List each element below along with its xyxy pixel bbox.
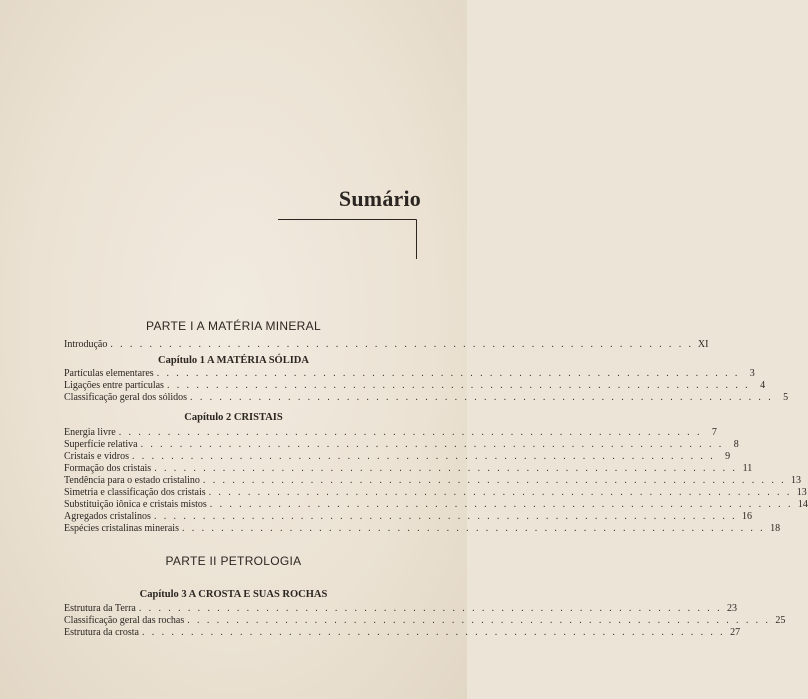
toc-entry xyxy=(64,439,739,451)
toc-entry-label: Formação dos cristais xyxy=(64,463,152,474)
toc-entry-label: Introdução xyxy=(64,339,108,350)
leader-dots: . . . . . . . . . . . . . . . . . . . . . . . . . . . . . . . . . . . . . . . . . . . . . . . . . . . . . . . . . . . . xyxy=(202,475,787,486)
toc-entry-label: Estrutura da crosta xyxy=(64,627,139,638)
leader-dots: . . . . . . . . . . . . . . . . . . . . . . . . . . . . . . . . . . . . . . . . . . . . . . . . . . . . . . . . . . . . xyxy=(140,439,724,450)
leader-dots: . . . . . . . . . . . . . . . . . . . . . . . . . . . . . . . . . . . . . . . . . . . . . . . . . . . . . . . . . . . . xyxy=(141,627,726,638)
page-title: Sumário xyxy=(338,186,421,211)
toc-entry-page: 8 xyxy=(733,439,739,450)
toc-entry-label: Substituição iônica e cristais mistos xyxy=(64,499,207,510)
leader-dots: . . . . . . . . . . . . . . . . . . . . . . . . . . . . . . . . . . . . . . . . . . . . . . . . . . . . . . . . . . . . xyxy=(190,392,774,403)
toc-entry-page: 27 xyxy=(730,627,741,638)
toc-entry-page: 25 xyxy=(775,615,786,626)
leader-dots: . . . . . . . . . . . . . . . . . . . . . . . . . . . . . . . . . . . . . . . . . . . . . . . . . . . . . . . . . . . . xyxy=(154,463,738,474)
toc-entry-page: 7 xyxy=(711,427,717,438)
toc-entry xyxy=(64,499,808,511)
leader-dots: . . . . . . . . . . . . . . . . . . . . . . . . . . . . . . . . . . . . . . . . . . . . . . . . . . . . . . . . . . . . xyxy=(138,603,722,614)
toc-entry-label: Estrutura da Terra xyxy=(64,603,136,614)
toc-entry xyxy=(64,380,766,392)
toc-entry xyxy=(64,523,781,535)
toc-entry xyxy=(64,392,789,404)
leader-dots: . . . . . . . . . . . . . . . . . . . . . . . . . . . . . . . . . . . . . . . . . . . . . . . . . . . . . . . . . . . . xyxy=(181,523,766,534)
toc-entry xyxy=(64,603,737,615)
toc-entry-page: XI xyxy=(697,339,709,350)
toc-entry xyxy=(64,427,717,439)
toc-entry-page: 16 xyxy=(742,511,753,522)
toc-entry xyxy=(64,511,753,523)
toc-entry-page: 14 xyxy=(797,499,808,510)
toc-entry-page: 13 xyxy=(796,487,807,498)
toc-entry-label: Simetria e classificação dos cristais xyxy=(64,487,206,498)
toc-entry-page: 4 xyxy=(760,380,766,391)
part-heading: PARTE I A MATÉRIA MINERAL xyxy=(146,319,321,333)
toc-entry-label: Superfície relativa xyxy=(64,439,138,450)
toc-entry-page: 13 xyxy=(791,475,802,486)
toc-entry-label: Ligações entre partículas xyxy=(64,380,164,391)
toc-entry-page: 11 xyxy=(742,463,753,474)
title-rule-vertical xyxy=(416,219,417,259)
toc-entry xyxy=(64,627,741,639)
toc-entry xyxy=(64,451,731,463)
leader-dots: . . . . . . . . . . . . . . . . . . . . . . . . . . . . . . . . . . . . . . . . . . . . . . . . . . . . . . . . . . . . xyxy=(208,487,792,498)
leader-dots: . . . . . . . . . . . . . . . . . . . . . . . . . . . . . . . . . . . . . . . . . . . . . . . . . . . . . . . . . . . . xyxy=(166,380,751,391)
toc-entry-label: Partículas elementares xyxy=(64,368,154,379)
part-heading: PARTE II PETROLOGIA xyxy=(165,554,302,568)
toc-entry xyxy=(64,487,807,499)
toc-entry xyxy=(64,463,753,475)
toc-entry-label: Espécies cristalinas minerais xyxy=(64,523,179,534)
toc-entry xyxy=(64,339,709,351)
leader-dots: . . . . . . . . . . . . . . . . . . . . . . . . . . . . . . . . . . . . . . . . . . . . . . . . . . . . . . . . . . . . xyxy=(209,499,793,510)
leader-dots: . . . . . . . . . . . . . . . . . . . . . . . . . . . . . . . . . . . . . . . . . . . . . . . . . . . . . . . . . . . . xyxy=(187,615,771,626)
toc-entry xyxy=(64,615,786,627)
chapter-heading: Capítulo 3 A CROSTA E SUAS ROCHAS xyxy=(139,589,328,600)
leader-dots: . . . . . . . . . . . . . . . . . . . . . . . . . . . . . . . . . . . . . . . . . . . . . . . . . . . . . . . . . . . . xyxy=(153,511,738,522)
toc-entry-label: Energia livre xyxy=(64,427,116,438)
chapter-heading: Capítulo 2 CRISTAIS xyxy=(184,412,283,423)
toc-entry-page: 3 xyxy=(749,368,755,379)
toc-entry-page: 18 xyxy=(770,523,781,534)
toc-entry-label: Tendência para o estado cristalino xyxy=(64,475,200,486)
toc-entry-label: Classificação geral dos sólidos xyxy=(64,392,188,403)
toc-entry xyxy=(64,475,802,487)
toc-entry-label: Classificação geral das rochas xyxy=(64,615,185,626)
title-rule-horizontal xyxy=(278,219,416,220)
toc-entry-label: Cristais e vidros xyxy=(64,451,129,462)
toc-entry xyxy=(64,368,755,380)
leader-dots: . . . . . . . . . . . . . . . . . . . . . . . . . . . . . . . . . . . . . . . . . . . . . . . . . . . . . . . . . . . . xyxy=(132,451,716,462)
toc-entry-page: 23 xyxy=(726,603,737,614)
leader-dots: . . . . . . . . . . . . . . . . . . . . . . . . . . . . . . . . . . . . . . . . . . . . . . . . . . . . . . . . . . . . xyxy=(156,368,740,379)
chapter-heading: Capítulo 1 A MATÉRIA SÓLIDA xyxy=(158,355,309,366)
leader-dots: . . . . . . . . . . . . . . . . . . . . . . . . . . . . . . . . . . . . . . . . . . . . . . . . . . . . . . . . . . . . xyxy=(118,427,702,438)
leader-dots: . . . . . . . . . . . . . . . . . . . . . . . . . . . . . . . . . . . . . . . . . . . . . . . . . . . . . . . . . . . . xyxy=(110,339,694,350)
toc-entry-page: 5 xyxy=(783,392,789,403)
toc-entry-page: 9 xyxy=(725,451,731,462)
toc-entry-label: Agregados cristalinos xyxy=(64,511,151,522)
